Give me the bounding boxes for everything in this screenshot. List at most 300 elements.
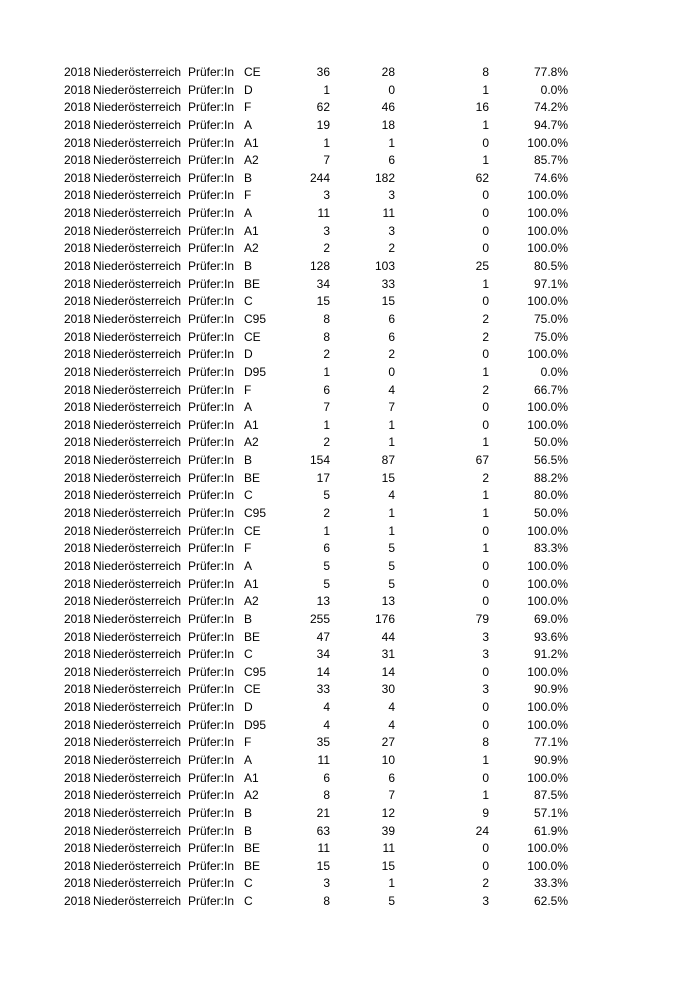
region-cell: Niederösterreich: [93, 682, 182, 697]
region-cell: Niederösterreich: [93, 876, 182, 891]
rate-cell: 50.0%: [533, 435, 568, 450]
failed-cell: 3: [482, 682, 489, 697]
class-cell: BE: [244, 276, 261, 291]
table-row: [64, 117, 574, 135]
table-row: [64, 576, 574, 594]
year-cell: 2018: [64, 876, 91, 891]
total-cell: 17: [316, 470, 330, 485]
rate-cell: 75.0%: [533, 311, 568, 326]
total-cell: 34: [316, 276, 330, 291]
table-row: [64, 487, 574, 505]
role-cell: Prüfer:In: [188, 65, 235, 79]
year-cell: 2018: [64, 647, 91, 662]
year-cell: 2018: [64, 117, 91, 132]
failed-cell: 1: [482, 153, 489, 168]
total-cell: 1: [323, 417, 330, 432]
year-cell: 2018: [64, 417, 91, 432]
passed-cell: 6: [388, 329, 395, 344]
failed-cell: 1: [482, 82, 489, 97]
year-cell: 2018: [64, 558, 91, 573]
rate-cell: 88.2%: [533, 470, 568, 485]
year-cell: 2018: [64, 576, 91, 591]
table-row: [64, 364, 574, 382]
class-cell: B: [244, 259, 253, 274]
total-cell: 15: [316, 858, 330, 873]
failed-cell: 16: [475, 100, 489, 115]
role-cell: Prüfer:In: [188, 752, 235, 767]
class-cell: BE: [244, 629, 261, 644]
passed-cell: 2: [388, 241, 395, 256]
role-cell: Prüfer:In: [188, 788, 235, 803]
total-cell: 3: [323, 876, 330, 891]
region-cell: Niederösterreich: [93, 364, 182, 379]
class-cell: A: [244, 752, 253, 767]
total-cell: 33: [316, 682, 330, 697]
failed-cell: 0: [482, 717, 489, 732]
failed-cell: 2: [482, 470, 489, 485]
year-cell: 2018: [64, 329, 91, 344]
total-cell: 11: [317, 752, 330, 767]
role-cell: Prüfer:In: [188, 329, 235, 344]
rate-cell: 74.2%: [533, 100, 568, 115]
role-cell: Prüfer:In: [188, 823, 235, 838]
class-cell: A1: [244, 576, 259, 591]
total-cell: 5: [323, 488, 330, 503]
role-cell: Prüfer:In: [188, 347, 235, 362]
failed-cell: 0: [482, 241, 489, 256]
region-cell: Niederösterreich: [93, 558, 182, 573]
failed-cell: 2: [482, 329, 489, 344]
failed-cell: 1: [482, 117, 489, 132]
total-cell: 4: [323, 700, 330, 715]
table-row: [64, 611, 574, 629]
failed-cell: 0: [482, 400, 489, 415]
rate-cell: 90.9%: [533, 752, 568, 767]
class-cell: B: [244, 823, 253, 838]
passed-cell: 5: [388, 541, 395, 556]
total-cell: 6: [323, 541, 330, 556]
passed-cell: 182: [374, 170, 395, 185]
role-cell: Prüfer:In: [188, 506, 235, 521]
passed-cell: 0: [388, 82, 395, 97]
role-cell: Prüfer:In: [188, 117, 235, 132]
passed-cell: 87: [381, 453, 395, 468]
rate-cell: 100.0%: [527, 417, 568, 432]
table-row: [64, 858, 574, 876]
class-cell: BE: [244, 470, 261, 485]
total-cell: 6: [323, 770, 330, 785]
total-cell: 8: [323, 894, 330, 909]
region-cell: Niederösterreich: [93, 594, 182, 609]
rate-cell: 94.7%: [533, 117, 568, 132]
class-cell: A1: [244, 417, 259, 432]
rate-cell: 100.0%: [527, 717, 568, 732]
role-cell: Prüfer:In: [188, 82, 235, 97]
role-cell: Prüfer:In: [188, 206, 235, 221]
role-cell: Prüfer:In: [188, 682, 235, 697]
failed-cell: 0: [482, 135, 489, 150]
table-row: [64, 681, 574, 699]
total-cell: 7: [323, 153, 330, 168]
year-cell: 2018: [64, 241, 91, 256]
role-cell: Prüfer:In: [188, 558, 235, 573]
table-row: [64, 223, 574, 241]
region-cell: Niederösterreich: [93, 117, 182, 132]
passed-cell: 4: [388, 700, 395, 715]
class-cell: C95: [244, 311, 267, 326]
failed-cell: 0: [482, 770, 489, 785]
table-row: [64, 99, 574, 117]
class-cell: A: [244, 558, 253, 573]
class-cell: A1: [244, 770, 259, 785]
rate-cell: 97.1%: [533, 276, 568, 291]
total-cell: 2: [323, 241, 330, 256]
year-cell: 2018: [64, 65, 91, 79]
table-row: [64, 187, 574, 205]
total-cell: 2: [323, 506, 330, 521]
region-cell: Niederösterreich: [93, 347, 182, 362]
role-cell: Prüfer:In: [188, 647, 235, 662]
year-cell: 2018: [64, 223, 91, 238]
class-cell: BE: [244, 858, 261, 873]
failed-cell: 9: [482, 805, 489, 820]
class-cell: A: [244, 206, 253, 221]
total-cell: 47: [316, 629, 330, 644]
role-cell: Prüfer:In: [188, 735, 235, 750]
year-cell: 2018: [64, 364, 91, 379]
role-cell: Prüfer:In: [188, 223, 235, 238]
rate-cell: 66.7%: [533, 382, 568, 397]
passed-cell: 6: [388, 311, 395, 326]
role-cell: Prüfer:In: [188, 700, 235, 715]
rate-cell: 69.0%: [533, 611, 568, 626]
year-cell: 2018: [64, 541, 91, 556]
table-row: [64, 346, 574, 364]
class-cell: A2: [244, 594, 259, 609]
year-cell: 2018: [64, 506, 91, 521]
passed-cell: 15: [381, 470, 395, 485]
region-cell: Niederösterreich: [93, 453, 182, 468]
passed-cell: 46: [381, 100, 395, 115]
passed-cell: 3: [388, 223, 395, 238]
failed-cell: 0: [482, 206, 489, 221]
class-cell: F: [244, 735, 252, 750]
total-cell: 6: [323, 382, 330, 397]
role-cell: Prüfer:In: [188, 294, 235, 309]
class-cell: CE: [244, 523, 261, 538]
region-cell: Niederösterreich: [93, 700, 182, 715]
region-cell: Niederösterreich: [93, 82, 182, 97]
passed-cell: 176: [374, 611, 395, 626]
total-cell: 34: [316, 647, 330, 662]
region-cell: Niederösterreich: [93, 664, 182, 679]
class-cell: D95: [244, 364, 267, 379]
class-cell: BE: [244, 841, 261, 856]
rate-cell: 100.0%: [527, 700, 568, 715]
year-cell: 2018: [64, 311, 91, 326]
total-cell: 128: [309, 259, 330, 274]
passed-cell: 39: [381, 823, 395, 838]
rate-cell: 100.0%: [527, 858, 568, 873]
region-cell: Niederösterreich: [93, 153, 182, 168]
role-cell: Prüfer:In: [188, 435, 235, 450]
role-cell: Prüfer:In: [188, 858, 235, 873]
rate-cell: 100.0%: [527, 188, 568, 203]
passed-cell: 30: [381, 682, 395, 697]
role-cell: Prüfer:In: [188, 135, 235, 150]
table-row: [64, 540, 574, 558]
failed-cell: 79: [475, 611, 489, 626]
table-row: [64, 258, 574, 276]
role-cell: Prüfer:In: [188, 876, 235, 891]
class-cell: F: [244, 382, 252, 397]
table-row: [64, 152, 574, 170]
year-cell: 2018: [64, 400, 91, 415]
region-cell: Niederösterreich: [93, 470, 182, 485]
total-cell: 14: [316, 664, 330, 679]
year-cell: 2018: [64, 100, 91, 115]
passed-cell: 7: [388, 788, 395, 803]
failed-cell: 1: [482, 788, 489, 803]
total-cell: 3: [323, 223, 330, 238]
total-cell: 15: [316, 294, 330, 309]
passed-cell: 31: [381, 647, 395, 662]
region-cell: Niederösterreich: [93, 188, 182, 203]
year-cell: 2018: [64, 382, 91, 397]
passed-cell: 7: [388, 400, 395, 415]
rate-cell: 100.0%: [527, 576, 568, 591]
rate-cell: 56.5%: [533, 453, 568, 468]
passed-cell: 103: [374, 259, 395, 274]
role-cell: Prüfer:In: [188, 241, 235, 256]
region-cell: Niederösterreich: [93, 611, 182, 626]
region-cell: Niederösterreich: [93, 788, 182, 803]
failed-cell: 62: [475, 170, 489, 185]
table-row: [64, 593, 574, 611]
failed-cell: 1: [482, 435, 489, 450]
failed-cell: 0: [482, 576, 489, 591]
region-cell: Niederösterreich: [93, 329, 182, 344]
table-row: [64, 434, 574, 452]
failed-cell: 0: [482, 347, 489, 362]
region-cell: Niederösterreich: [93, 417, 182, 432]
table-row: [64, 787, 574, 805]
year-cell: 2018: [64, 294, 91, 309]
table-row: [64, 734, 574, 752]
failed-cell: 1: [482, 364, 489, 379]
table-row: [64, 399, 574, 417]
total-cell: 21: [316, 805, 330, 820]
table-row: [64, 240, 574, 258]
year-cell: 2018: [64, 841, 91, 856]
year-cell: 2018: [64, 664, 91, 679]
region-cell: Niederösterreich: [93, 311, 182, 326]
total-cell: 1: [323, 82, 330, 97]
year-cell: 2018: [64, 206, 91, 221]
failed-cell: 0: [482, 188, 489, 203]
passed-cell: 4: [388, 717, 395, 732]
region-cell: Niederösterreich: [93, 65, 182, 79]
rate-cell: 91.2%: [533, 647, 568, 662]
year-cell: 2018: [64, 82, 91, 97]
total-cell: 2: [323, 347, 330, 362]
class-cell: C: [244, 647, 253, 662]
region-cell: Niederösterreich: [93, 576, 182, 591]
role-cell: Prüfer:In: [188, 841, 235, 856]
year-cell: 2018: [64, 735, 91, 750]
rate-cell: 75.0%: [533, 329, 568, 344]
failed-cell: 25: [475, 259, 489, 274]
year-cell: 2018: [64, 135, 91, 150]
class-cell: CE: [244, 329, 261, 344]
failed-cell: 2: [482, 382, 489, 397]
total-cell: 8: [323, 788, 330, 803]
passed-cell: 5: [388, 558, 395, 573]
passed-cell: 4: [388, 382, 395, 397]
rate-cell: 100.0%: [527, 594, 568, 609]
region-cell: Niederösterreich: [93, 894, 182, 909]
class-cell: B: [244, 453, 253, 468]
region-cell: Niederösterreich: [93, 276, 182, 291]
total-cell: 36: [316, 65, 330, 79]
year-cell: 2018: [64, 347, 91, 362]
region-cell: Niederösterreich: [93, 841, 182, 856]
failed-cell: 0: [482, 700, 489, 715]
rate-cell: 100.0%: [527, 206, 568, 221]
class-cell: A: [244, 117, 253, 132]
passed-cell: 3: [388, 188, 395, 203]
class-cell: A1: [244, 135, 259, 150]
passed-cell: 1: [388, 876, 395, 891]
class-cell: A: [244, 400, 253, 415]
year-cell: 2018: [64, 170, 91, 185]
passed-cell: 1: [388, 435, 395, 450]
failed-cell: 0: [482, 558, 489, 573]
total-cell: 1: [323, 364, 330, 379]
class-cell: C: [244, 876, 253, 891]
table-row: [64, 823, 574, 841]
rate-cell: 77.1%: [533, 735, 568, 750]
total-cell: 3: [323, 188, 330, 203]
year-cell: 2018: [64, 453, 91, 468]
failed-cell: 0: [482, 417, 489, 432]
table-row: [64, 523, 574, 541]
class-cell: F: [244, 541, 252, 556]
table-row: [64, 82, 574, 100]
class-cell: D: [244, 347, 253, 362]
failed-cell: 0: [482, 294, 489, 309]
class-cell: D95: [244, 717, 267, 732]
failed-cell: 1: [482, 488, 489, 503]
failed-cell: 3: [482, 629, 489, 644]
region-cell: Niederösterreich: [93, 206, 182, 221]
role-cell: Prüfer:In: [188, 188, 235, 203]
total-cell: 255: [309, 611, 330, 626]
region-cell: Niederösterreich: [93, 770, 182, 785]
passed-cell: 1: [388, 506, 395, 521]
passed-cell: 5: [388, 576, 395, 591]
year-cell: 2018: [64, 788, 91, 803]
year-cell: 2018: [64, 594, 91, 609]
total-cell: 244: [309, 170, 330, 185]
table-row: [64, 170, 574, 188]
total-cell: 7: [323, 400, 330, 415]
role-cell: Prüfer:In: [188, 770, 235, 785]
passed-cell: 6: [388, 770, 395, 785]
region-cell: Niederösterreich: [93, 400, 182, 415]
rate-cell: 85.7%: [533, 153, 568, 168]
rate-cell: 100.0%: [527, 523, 568, 538]
passed-cell: 4: [388, 488, 395, 503]
total-cell: 2: [323, 435, 330, 450]
table-row: [64, 770, 574, 788]
passed-cell: 18: [381, 117, 395, 132]
role-cell: Prüfer:In: [188, 594, 235, 609]
rate-cell: 0.0%: [540, 82, 568, 97]
passed-cell: 1: [388, 523, 395, 538]
failed-cell: 0: [482, 594, 489, 609]
total-cell: 5: [323, 576, 330, 591]
table-row: [64, 752, 574, 770]
failed-cell: 2: [482, 311, 489, 326]
failed-cell: 1: [482, 276, 489, 291]
year-cell: 2018: [64, 894, 91, 909]
total-cell: 35: [316, 735, 330, 750]
year-cell: 2018: [64, 523, 91, 538]
rate-cell: 77.8%: [533, 65, 568, 79]
class-cell: D: [244, 82, 253, 97]
passed-cell: 44: [381, 629, 395, 644]
class-cell: F: [244, 188, 252, 203]
role-cell: Prüfer:In: [188, 717, 235, 732]
total-cell: 11: [317, 206, 330, 221]
table-row: [64, 875, 574, 893]
role-cell: Prüfer:In: [188, 523, 235, 538]
failed-cell: 3: [482, 647, 489, 662]
rate-cell: 87.5%: [533, 788, 568, 803]
class-cell: A2: [244, 435, 259, 450]
rate-cell: 61.9%: [533, 823, 568, 838]
rate-cell: 100.0%: [527, 135, 568, 150]
rate-cell: 93.6%: [533, 629, 568, 644]
year-cell: 2018: [64, 752, 91, 767]
table-row: [64, 64, 574, 82]
table-row: [64, 382, 574, 400]
rate-cell: 100.0%: [527, 664, 568, 679]
rate-cell: 0.0%: [540, 364, 568, 379]
role-cell: Prüfer:In: [188, 894, 235, 909]
region-cell: Niederösterreich: [93, 488, 182, 503]
total-cell: 4: [323, 717, 330, 732]
table-row: [64, 311, 574, 329]
passed-cell: 14: [381, 664, 395, 679]
region-cell: Niederösterreich: [93, 170, 182, 185]
role-cell: Prüfer:In: [188, 470, 235, 485]
table-row: [64, 717, 574, 735]
passed-cell: 28: [381, 65, 395, 79]
region-cell: Niederösterreich: [93, 647, 182, 662]
total-cell: 11: [317, 841, 330, 856]
role-cell: Prüfer:In: [188, 629, 235, 644]
role-cell: Prüfer:In: [188, 276, 235, 291]
failed-cell: 1: [482, 506, 489, 521]
class-cell: A1: [244, 223, 259, 238]
role-cell: Prüfer:In: [188, 259, 235, 274]
year-cell: 2018: [64, 823, 91, 838]
passed-cell: 10: [381, 752, 395, 767]
rate-cell: 74.6%: [533, 170, 568, 185]
total-cell: 1: [323, 135, 330, 150]
